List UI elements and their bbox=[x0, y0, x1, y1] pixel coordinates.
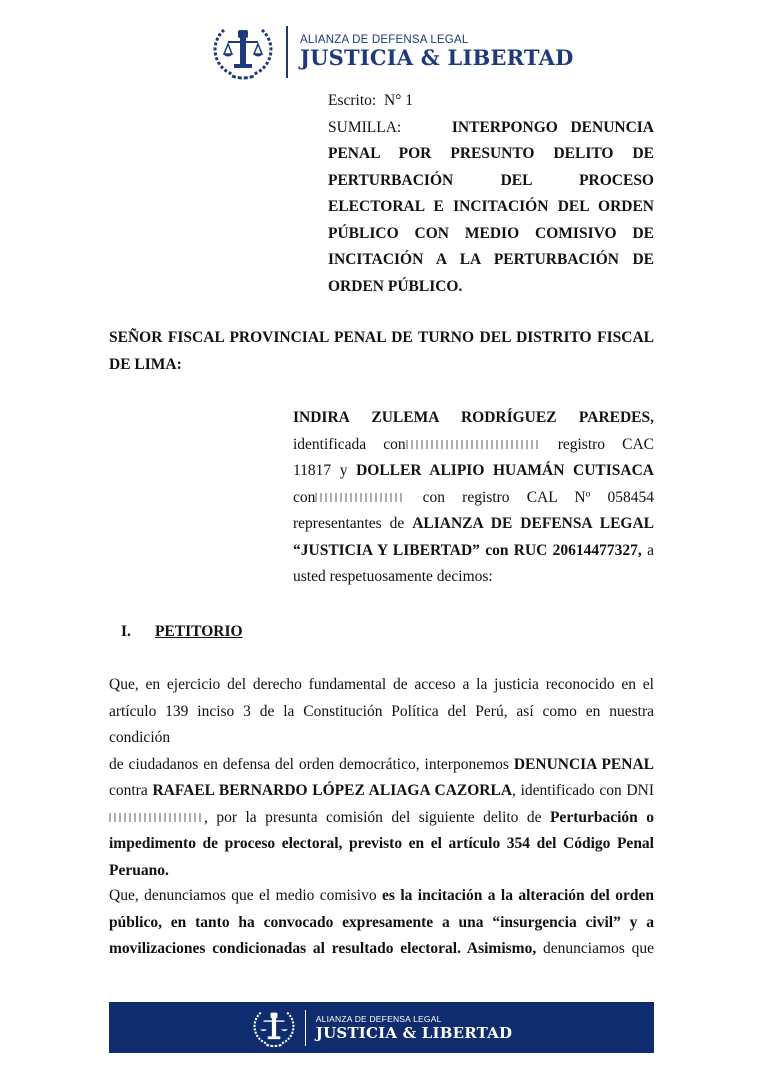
sumilla-line-4: PÚBLICO CON MEDIO COMISIVO DE bbox=[328, 224, 654, 242]
sumilla-line-2: PERTURBACIÓN DEL PROCESO bbox=[328, 171, 654, 189]
sumilla-line-5: INCITACIÓN A LA PERTURBACIÓN DE bbox=[328, 251, 654, 268]
parties-block: INDIRA ZULEMA RODRÍGUEZ PAREDES, identificada con registro CAC 11817 y DOLLER ALIPIO HUAMÁN CUTISACA con con registro CAL Nº 058454 representantes de ALIANZA DE DEFENSA LEGAL “JUSTICIA Y LIBERTAD” con RUC 20614477327, a usted respetuosamente decimos: bbox=[293, 405, 654, 591]
redacted-dni-1 bbox=[406, 440, 541, 449]
party-name-1: INDIRA ZULEMA RODRÍGUEZ PAREDES, bbox=[293, 409, 654, 426]
footer-logo-divider bbox=[305, 1010, 306, 1046]
footer-brand-subtitle: ALIANZA DE DEFENSA LEGAL bbox=[315, 1013, 442, 1024]
header-logo bbox=[210, 22, 574, 82]
section-heading-petitorio: I. PETITORIO bbox=[121, 623, 243, 640]
addressee: SEÑOR FISCAL PROVINCIAL PENAL DE TURNO DEL DISTRITO FISCAL DE LIMA: bbox=[109, 329, 654, 373]
sumilla-line-1: PENAL POR PRESUNTO DELITO DE bbox=[328, 145, 654, 162]
scales-of-justice-emblem-icon bbox=[210, 22, 276, 82]
sumilla-line-6: ORDEN PÚBLICO. bbox=[328, 277, 463, 295]
party-name-2: DOLLER ALIPIO HUAMÁN CUTISACA bbox=[356, 462, 654, 479]
escrito-line bbox=[328, 88, 654, 115]
footer-banner bbox=[109, 1002, 654, 1053]
sumilla-line-0: SUMILLA: INTERPONGO DENUNCIA bbox=[328, 118, 654, 136]
redacted-dni-2 bbox=[315, 493, 405, 502]
escrito-value: N° 1 bbox=[383, 92, 413, 109]
brand-subtitle: ALIANZA DE DEFENSA LEGAL bbox=[300, 34, 469, 46]
redacted-dni-3 bbox=[109, 813, 204, 822]
paragraph-petitorio: Que, en ejercicio del derecho fundamental de acceso a la justicia reconocido en el artículo 139 inciso 3 de la Constitución Política del Perú, así como en nuestra condición de ciudadanos en defensa del orden democrático, interponemos DENUNCIA PENAL contra RAFAEL BERNARDO LÓPEZ ALIAGA CAZORLA, identificado con DNI , por la presunta comisión del siguiente delito de Perturbación o impedimento de proceso electoral, previsto en el artículo 354 del Código Penal Peruano. bbox=[109, 676, 654, 879]
organization-name: ALIANZA DE DEFENSA LEGAL bbox=[412, 515, 654, 532]
brand-title: JUSTICIA & LIBERTAD bbox=[300, 45, 574, 70]
escrito-label: Escrito: bbox=[328, 92, 377, 109]
sumilla-block bbox=[328, 88, 654, 300]
logo-divider bbox=[286, 26, 288, 78]
sumilla-label: SUMILLA: bbox=[328, 118, 402, 136]
accused-name: RAFAEL BERNARDO LÓPEZ ALIAGA CAZORLA bbox=[152, 782, 513, 799]
scales-of-justice-emblem-icon bbox=[251, 1007, 297, 1049]
sumilla-line-3: ELECTORAL E INCITACIÓN DEL ORDEN bbox=[328, 198, 654, 215]
footer-brand-title: JUSTICIA & LIBERTAD bbox=[315, 1023, 513, 1042]
paragraph-medio-comisivo: Que, denunciamos que el medio comisivo es la incitación a la alteración del orden público, en tanto ha convocado expresamente a una “insurgencia civil” y a movilizaciones condicionadas al resultado electoral. Asimismo, denunciamos que bbox=[109, 887, 654, 957]
